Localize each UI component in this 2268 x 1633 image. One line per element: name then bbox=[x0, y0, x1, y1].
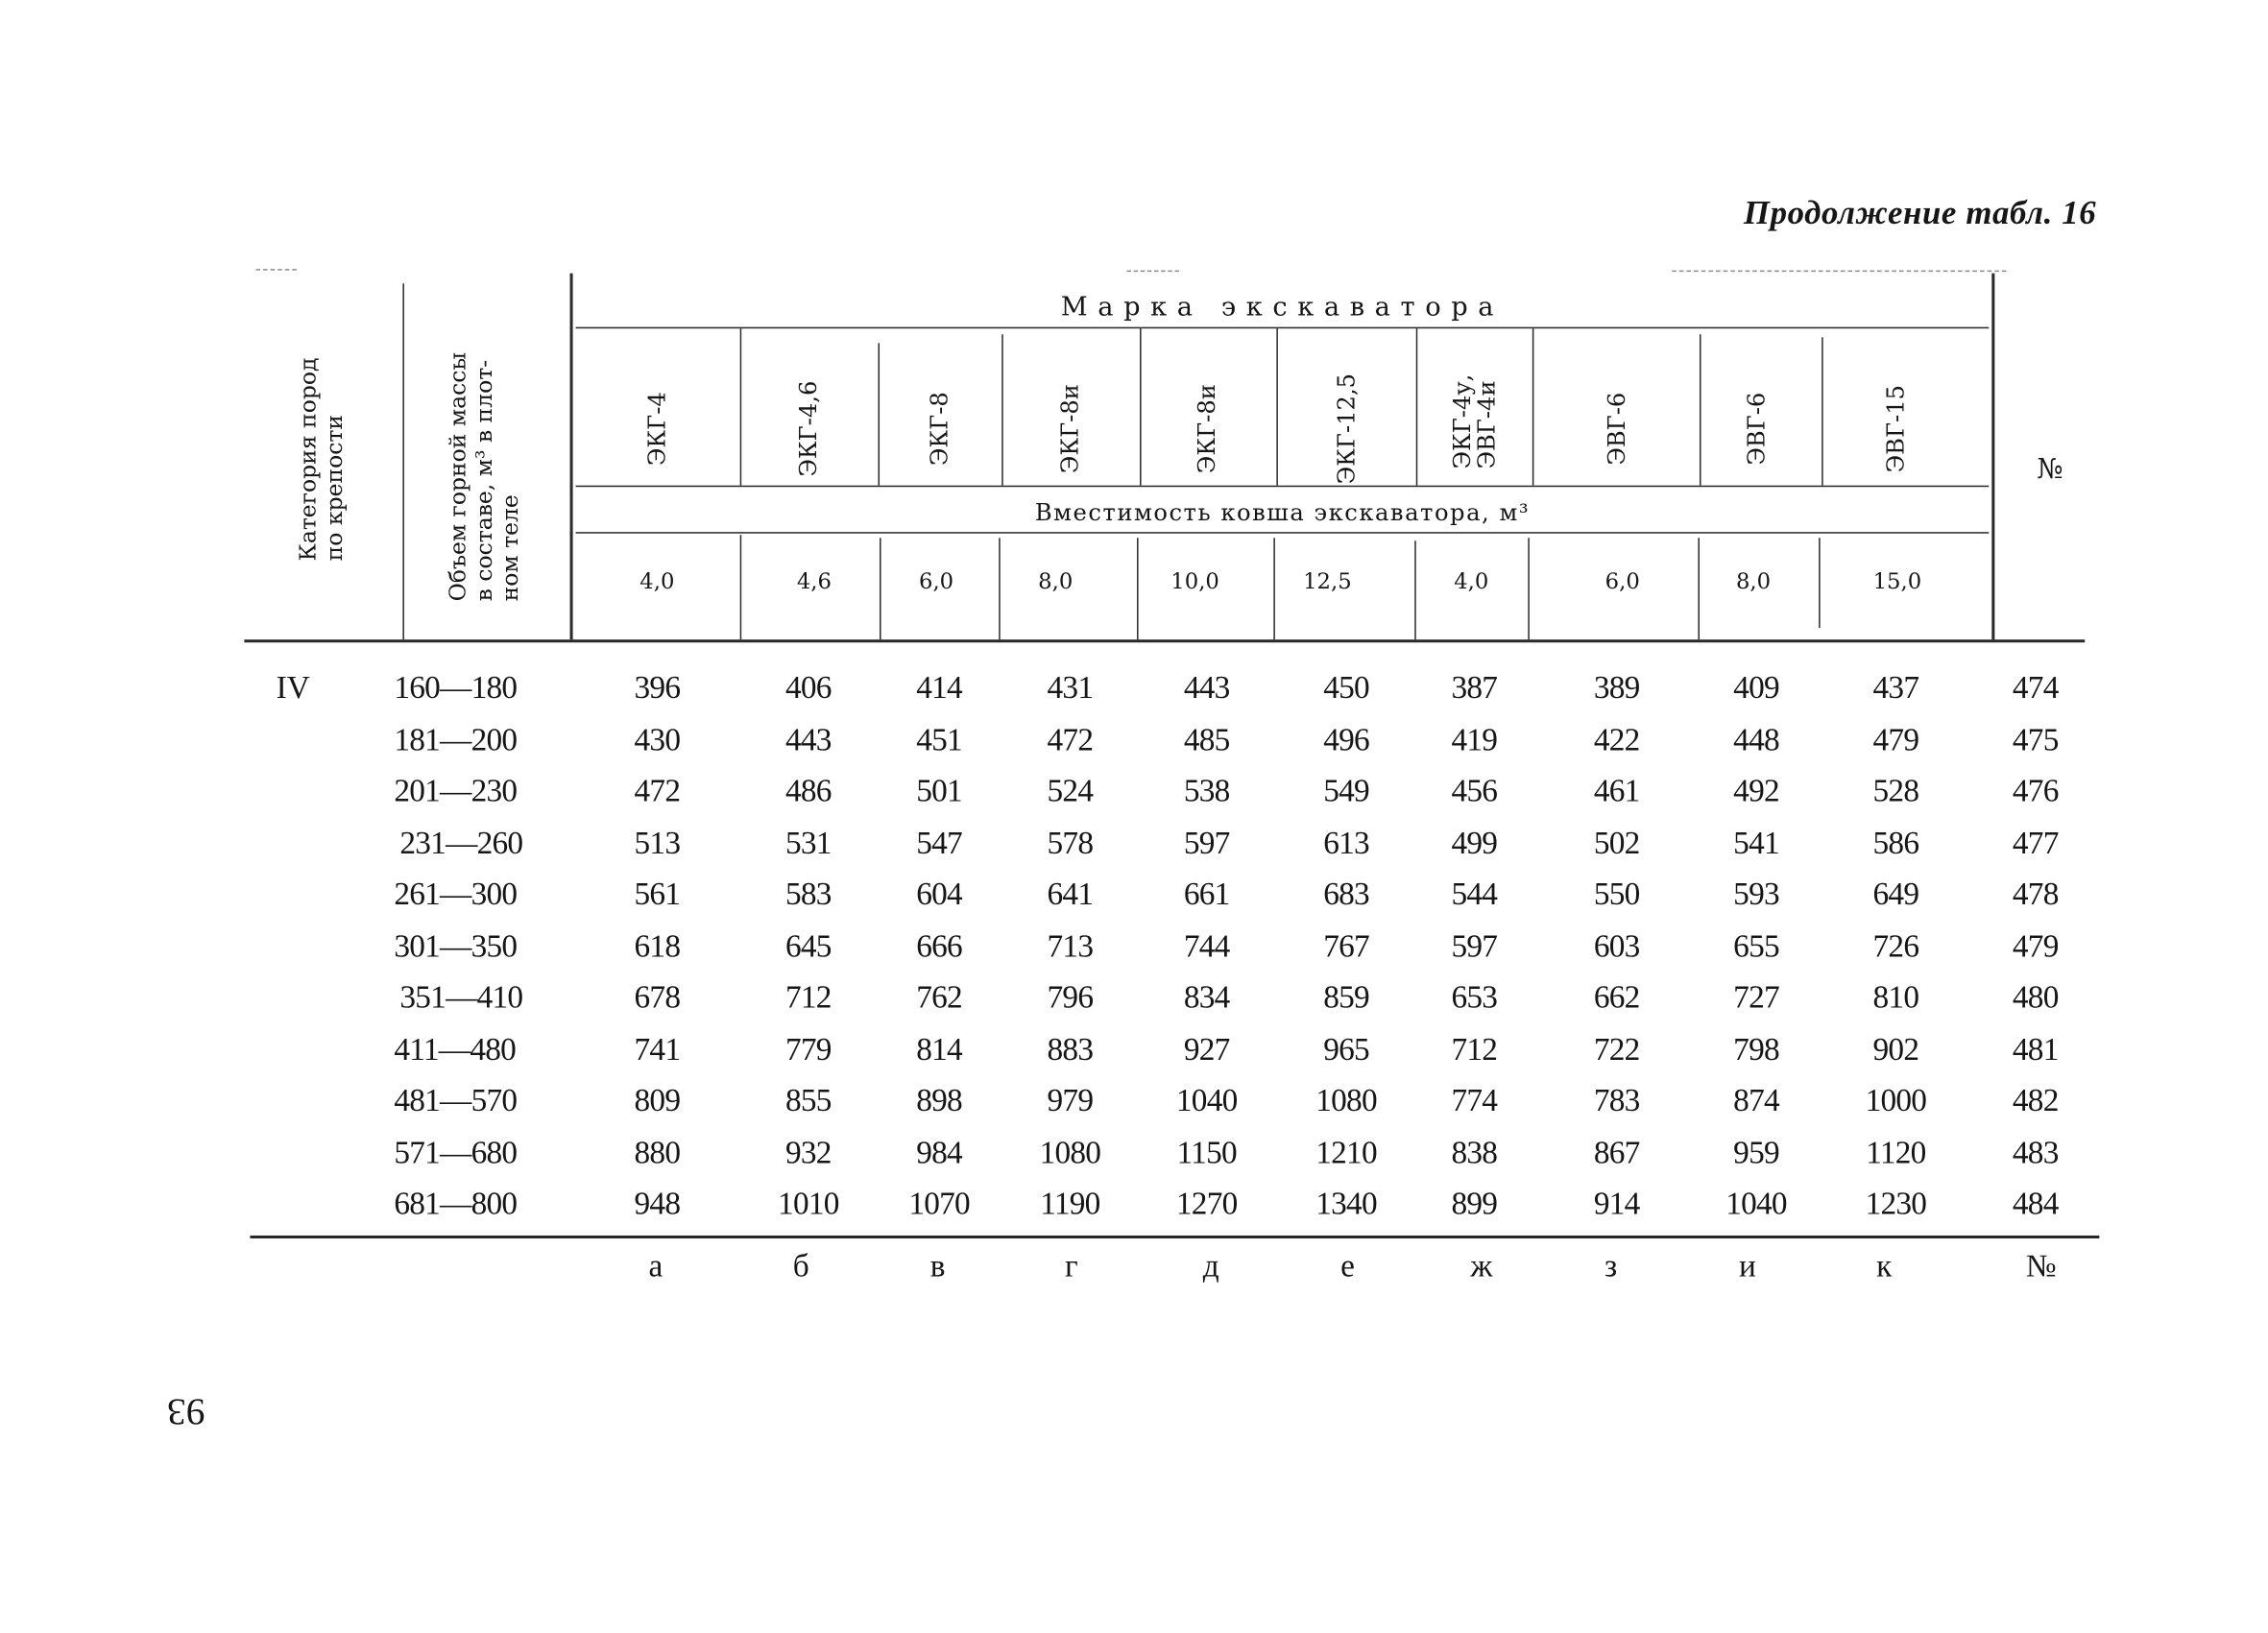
table-cell: 744 bbox=[1183, 926, 1230, 964]
table-cell: 597 bbox=[1451, 926, 1498, 964]
model-header-2 bbox=[796, 381, 821, 477]
table-cell: 513 bbox=[634, 823, 681, 860]
table-cell: 948 bbox=[634, 1184, 681, 1221]
table-title bbox=[1744, 195, 2096, 232]
row-number: 476 bbox=[2012, 771, 2059, 808]
table-cell: 814 bbox=[916, 1029, 962, 1067]
table-cell: 451 bbox=[916, 720, 962, 757]
rule-v-m8 bbox=[1700, 334, 1701, 485]
table-cell: 604 bbox=[916, 875, 962, 912]
model-header-10 bbox=[1884, 385, 1909, 472]
rule-v-m6 bbox=[1416, 328, 1418, 486]
rule-v-c6 bbox=[1414, 540, 1416, 639]
table-cell: 874 bbox=[1733, 1081, 1779, 1118]
table-cell: 492 bbox=[1733, 771, 1779, 808]
capacity-value-10: 15,0 bbox=[1872, 568, 1922, 595]
table-cell: 741 bbox=[634, 1029, 681, 1067]
rule-body-bottom bbox=[250, 1236, 2099, 1238]
table-cell: 809 bbox=[634, 1081, 681, 1118]
rule-v-c3 bbox=[999, 538, 1001, 639]
column-letter-2: б bbox=[792, 1247, 809, 1284]
table-cell: 544 bbox=[1451, 875, 1498, 912]
table-cell: 443 bbox=[784, 720, 832, 757]
table-cell: 578 bbox=[1047, 823, 1094, 860]
column-letter-4: г bbox=[1065, 1247, 1078, 1284]
brand-header: Марка экскаватора bbox=[1060, 292, 1505, 324]
model-header-10-line-1: ЭВГ-15 bbox=[1882, 384, 1910, 473]
capacity-value-7: 4,0 bbox=[1454, 568, 1489, 595]
table-cell: 798 bbox=[1733, 1029, 1779, 1067]
table-cell: 443 bbox=[1183, 668, 1230, 706]
table-cell: 603 bbox=[1593, 926, 1640, 964]
row-number: 474 bbox=[2012, 668, 2059, 706]
table-cell: 662 bbox=[1593, 977, 1640, 1015]
table-cell: 649 bbox=[1872, 875, 1919, 912]
model-header-8 bbox=[1604, 393, 1629, 466]
table-cell: 541 bbox=[1733, 823, 1779, 860]
column-letter-1: а bbox=[648, 1247, 664, 1284]
capacity-value-1: 4,0 bbox=[639, 568, 675, 595]
table-cell: 713 bbox=[1047, 926, 1094, 964]
rule-v-c8 bbox=[1698, 538, 1700, 639]
table-cell: 456 bbox=[1451, 771, 1498, 808]
table-cell: 496 bbox=[1323, 720, 1369, 757]
table-cell: 810 bbox=[1872, 977, 1919, 1015]
table-cell: 774 bbox=[1451, 1081, 1498, 1118]
volume-range: 160—180 bbox=[394, 668, 518, 706]
rule-under-brand bbox=[576, 327, 1990, 329]
row-number: 480 bbox=[2012, 977, 2059, 1015]
category-header-line-2: по крепости bbox=[321, 414, 348, 562]
table-cell: 618 bbox=[634, 926, 681, 964]
rule-v-c5 bbox=[1273, 538, 1275, 639]
table-cell: 641 bbox=[1047, 875, 1094, 912]
table-cell: 722 bbox=[1593, 1029, 1640, 1067]
model-header-7 bbox=[1450, 374, 1499, 469]
table-cell: 880 bbox=[634, 1133, 681, 1170]
table-cell: 859 bbox=[1323, 977, 1369, 1015]
volume-header-line-3: ном теле bbox=[496, 494, 524, 602]
title-word-1: Продолжение bbox=[1743, 194, 1958, 231]
table-cell: 479 bbox=[1872, 720, 1919, 757]
table-cell: 1190 bbox=[1040, 1184, 1100, 1221]
table-cell: 502 bbox=[1593, 823, 1640, 860]
category-header bbox=[295, 358, 348, 562]
table-cell: 1040 bbox=[1175, 1081, 1238, 1118]
row-number: 477 bbox=[2012, 823, 2059, 860]
rule-v-c1 bbox=[740, 535, 742, 639]
table-cell: 396 bbox=[634, 668, 681, 706]
rule-header-bottom bbox=[244, 639, 2085, 642]
model-header-7-line-2: ЭВГ-4и bbox=[1472, 380, 1501, 469]
table-cell: 528 bbox=[1872, 771, 1919, 808]
table-cell: 593 bbox=[1733, 875, 1779, 912]
model-header-3-line-1: ЭКГ-8 bbox=[925, 392, 953, 467]
row-number: 481 bbox=[2012, 1029, 2059, 1067]
table-cell: 499 bbox=[1451, 823, 1498, 860]
table-cell: 461 bbox=[1593, 771, 1640, 808]
rule-under-capacity-label bbox=[576, 532, 1990, 534]
volume-header-line-2: в составе, м³ в плот- bbox=[470, 359, 497, 602]
table-cell: 726 bbox=[1872, 926, 1919, 964]
capacity-value-6: 12,5 bbox=[1303, 568, 1352, 595]
table-cell: 683 bbox=[1323, 875, 1369, 912]
table-cell: 712 bbox=[1451, 1029, 1498, 1067]
table-cell: 1080 bbox=[1315, 1081, 1377, 1118]
capacity-header: Вместимость ковша экскаватора, м³ bbox=[1034, 498, 1531, 527]
table-cell: 712 bbox=[784, 977, 832, 1015]
capacity-value-4: 8,0 bbox=[1038, 568, 1074, 595]
rule-v-m9 bbox=[1822, 337, 1823, 485]
table-cell: 838 bbox=[1451, 1133, 1498, 1170]
rule-v-m4 bbox=[1140, 328, 1142, 486]
model-header-9 bbox=[1744, 393, 1769, 466]
model-header-4-line-1: ЭКГ-8и bbox=[1055, 384, 1084, 474]
capacity-value-5: 10,0 bbox=[1170, 568, 1219, 595]
volume-range: 571—680 bbox=[394, 1133, 518, 1170]
capacity-value-2: 4,6 bbox=[796, 568, 832, 595]
table-cell: 409 bbox=[1733, 668, 1779, 706]
category-value: IV bbox=[276, 668, 310, 706]
table-cell: 927 bbox=[1183, 1029, 1230, 1067]
table-cell: 501 bbox=[916, 771, 962, 808]
rule-top-dots-3 bbox=[1672, 271, 2006, 273]
capacity-value-3: 6,0 bbox=[919, 568, 954, 595]
volume-header bbox=[445, 352, 523, 601]
table-cell: 796 bbox=[1047, 977, 1094, 1015]
table-cell: 485 bbox=[1183, 720, 1230, 757]
column-letter-5: д bbox=[1202, 1247, 1219, 1284]
table-cell: 779 bbox=[784, 1029, 832, 1067]
table-cell: 727 bbox=[1733, 977, 1779, 1015]
rule-v-volume bbox=[570, 274, 573, 640]
table-cell: 902 bbox=[1872, 1029, 1919, 1067]
model-header-5 bbox=[1194, 384, 1219, 473]
table-cell: 867 bbox=[1593, 1133, 1640, 1170]
row-number: 475 bbox=[2012, 720, 2059, 757]
table-cell: 437 bbox=[1872, 668, 1919, 706]
table-cell: 414 bbox=[916, 668, 962, 706]
table-cell: 965 bbox=[1323, 1029, 1369, 1067]
volume-range: 681—800 bbox=[394, 1184, 518, 1221]
table-cell: 1070 bbox=[908, 1184, 970, 1221]
table-cell: 538 bbox=[1183, 771, 1230, 808]
table-cell: 883 bbox=[1047, 1029, 1094, 1067]
model-header-1-line-1: ЭКГ-4 bbox=[642, 392, 671, 467]
row-number: 479 bbox=[2012, 926, 2059, 964]
table-cell: 561 bbox=[634, 875, 681, 912]
capacity-value-9: 8,0 bbox=[1735, 568, 1772, 595]
table-cell: 406 bbox=[784, 668, 832, 706]
rule-v-c2 bbox=[880, 538, 881, 639]
table-cell: 1000 bbox=[1865, 1081, 1927, 1118]
table-cell: 767 bbox=[1323, 926, 1369, 964]
table-cell: 583 bbox=[784, 875, 832, 912]
table-cell: 834 bbox=[1183, 977, 1230, 1015]
table-cell: 450 bbox=[1323, 668, 1369, 706]
table-cell: 678 bbox=[634, 977, 681, 1015]
title-table-number: 16 bbox=[2062, 194, 2097, 231]
table-cell: 1080 bbox=[1039, 1133, 1101, 1170]
table-cell: 932 bbox=[784, 1133, 832, 1170]
table-cell: 389 bbox=[1593, 668, 1640, 706]
table-cell: 472 bbox=[1047, 720, 1094, 757]
rule-top-dots-1 bbox=[255, 269, 296, 271]
model-header-6-line-1: ЭКГ-12,5 bbox=[1332, 372, 1361, 485]
rule-under-models bbox=[576, 486, 1990, 488]
volume-range: 201—230 bbox=[394, 771, 518, 808]
table-cell: 1150 bbox=[1176, 1133, 1237, 1170]
volume-range: 301—350 bbox=[394, 926, 518, 964]
table-cell: 655 bbox=[1733, 926, 1779, 964]
volume-range: 411—480 bbox=[394, 1029, 517, 1067]
row-number-header: № bbox=[2037, 453, 2063, 486]
table-cell: 645 bbox=[784, 926, 832, 964]
volume-range: 481—570 bbox=[394, 1081, 518, 1118]
title-word-2: табл. bbox=[1966, 194, 2053, 231]
table-cell: 762 bbox=[916, 977, 962, 1015]
table-cell: 531 bbox=[784, 823, 832, 860]
model-header-1 bbox=[642, 392, 671, 467]
row-number: 483 bbox=[2012, 1133, 2059, 1170]
table-cell: 1010 bbox=[778, 1184, 839, 1221]
table-cell: 979 bbox=[1047, 1081, 1094, 1118]
table-cell: 959 bbox=[1733, 1133, 1779, 1170]
table-cell: 1270 bbox=[1175, 1184, 1238, 1221]
row-number: 482 bbox=[2012, 1081, 2059, 1118]
rule-v-rownum bbox=[1991, 274, 1994, 640]
volume-range: 231—260 bbox=[399, 823, 523, 860]
table-cell: 914 bbox=[1593, 1184, 1640, 1221]
rule-top-dots-2 bbox=[1126, 271, 1179, 273]
row-number: 478 bbox=[2012, 875, 2059, 912]
table-cell: 653 bbox=[1451, 977, 1498, 1015]
table-cell: 547 bbox=[916, 823, 962, 860]
model-header-6 bbox=[1334, 373, 1359, 484]
table-cell: 448 bbox=[1733, 720, 1779, 757]
table-cell: 783 bbox=[1593, 1081, 1640, 1118]
row-number: 484 bbox=[2012, 1184, 2059, 1221]
column-letter-3: в bbox=[929, 1247, 946, 1284]
table-cell: 1210 bbox=[1315, 1133, 1377, 1170]
column-letter-7: ж bbox=[1470, 1247, 1493, 1284]
table-cell: 472 bbox=[634, 771, 681, 808]
table-cell: 549 bbox=[1323, 771, 1369, 808]
rule-v-category bbox=[402, 283, 404, 639]
table-cell: 613 bbox=[1323, 823, 1369, 860]
table-cell: 1040 bbox=[1725, 1184, 1787, 1221]
table-cell: 1230 bbox=[1865, 1184, 1927, 1221]
volume-header-line-1: Объем горной массы bbox=[445, 351, 471, 602]
capacity-value-8: 6,0 bbox=[1604, 568, 1640, 595]
rule-v-m3 bbox=[1001, 334, 1003, 485]
rule-v-m1 bbox=[740, 328, 742, 486]
table-cell: 899 bbox=[1451, 1184, 1498, 1221]
model-header-7-line-1: ЭКГ-4у, bbox=[1448, 373, 1476, 469]
rule-v-c7 bbox=[1528, 538, 1530, 639]
column-letter-6: е bbox=[1340, 1247, 1355, 1284]
table-cell: 855 bbox=[784, 1081, 832, 1118]
model-header-4 bbox=[1055, 384, 1084, 474]
rule-v-m2 bbox=[879, 343, 881, 485]
letters-row-number-label: № bbox=[2025, 1247, 2057, 1284]
table-cell: 431 bbox=[1047, 668, 1094, 706]
model-header-3 bbox=[927, 392, 952, 466]
model-header-8-line-1: ЭВГ-6 bbox=[1603, 392, 1631, 466]
model-header-2-line-1: ЭКГ-4,6 bbox=[794, 380, 823, 477]
table-cell: 898 bbox=[916, 1081, 962, 1118]
volume-range: 351—410 bbox=[399, 977, 523, 1015]
table-cell: 419 bbox=[1451, 720, 1498, 757]
page-number: 93 bbox=[167, 1390, 205, 1433]
rule-v-m5 bbox=[1276, 328, 1278, 486]
model-header-9-line-1: ЭВГ-6 bbox=[1742, 392, 1771, 466]
table-cell: 984 bbox=[916, 1133, 962, 1170]
table-cell: 524 bbox=[1047, 771, 1094, 808]
table-cell: 666 bbox=[916, 926, 962, 964]
table-cell: 430 bbox=[634, 720, 681, 757]
column-letter-9: и bbox=[1739, 1247, 1756, 1284]
table-cell: 1120 bbox=[1866, 1133, 1926, 1170]
rule-v-c4 bbox=[1137, 538, 1139, 639]
model-header-5-line-1: ЭКГ-8и bbox=[1193, 384, 1221, 474]
table-cell: 586 bbox=[1872, 823, 1919, 860]
table-cell: 387 bbox=[1451, 668, 1498, 706]
table-cell: 661 bbox=[1183, 875, 1230, 912]
volume-range: 181—200 bbox=[394, 720, 518, 757]
table-cell: 422 bbox=[1593, 720, 1640, 757]
table-cell: 486 bbox=[784, 771, 832, 808]
rule-v-c9 bbox=[1819, 538, 1821, 628]
category-header-line-1: Категория пород bbox=[295, 357, 322, 562]
volume-range: 261—300 bbox=[394, 875, 518, 912]
table-cell: 1340 bbox=[1315, 1184, 1377, 1221]
table-cell: 597 bbox=[1183, 823, 1230, 860]
column-letter-8: з bbox=[1604, 1247, 1618, 1284]
rule-v-m7 bbox=[1532, 328, 1534, 486]
table-cell: 550 bbox=[1593, 875, 1640, 912]
column-letter-10: к bbox=[1876, 1247, 1893, 1284]
